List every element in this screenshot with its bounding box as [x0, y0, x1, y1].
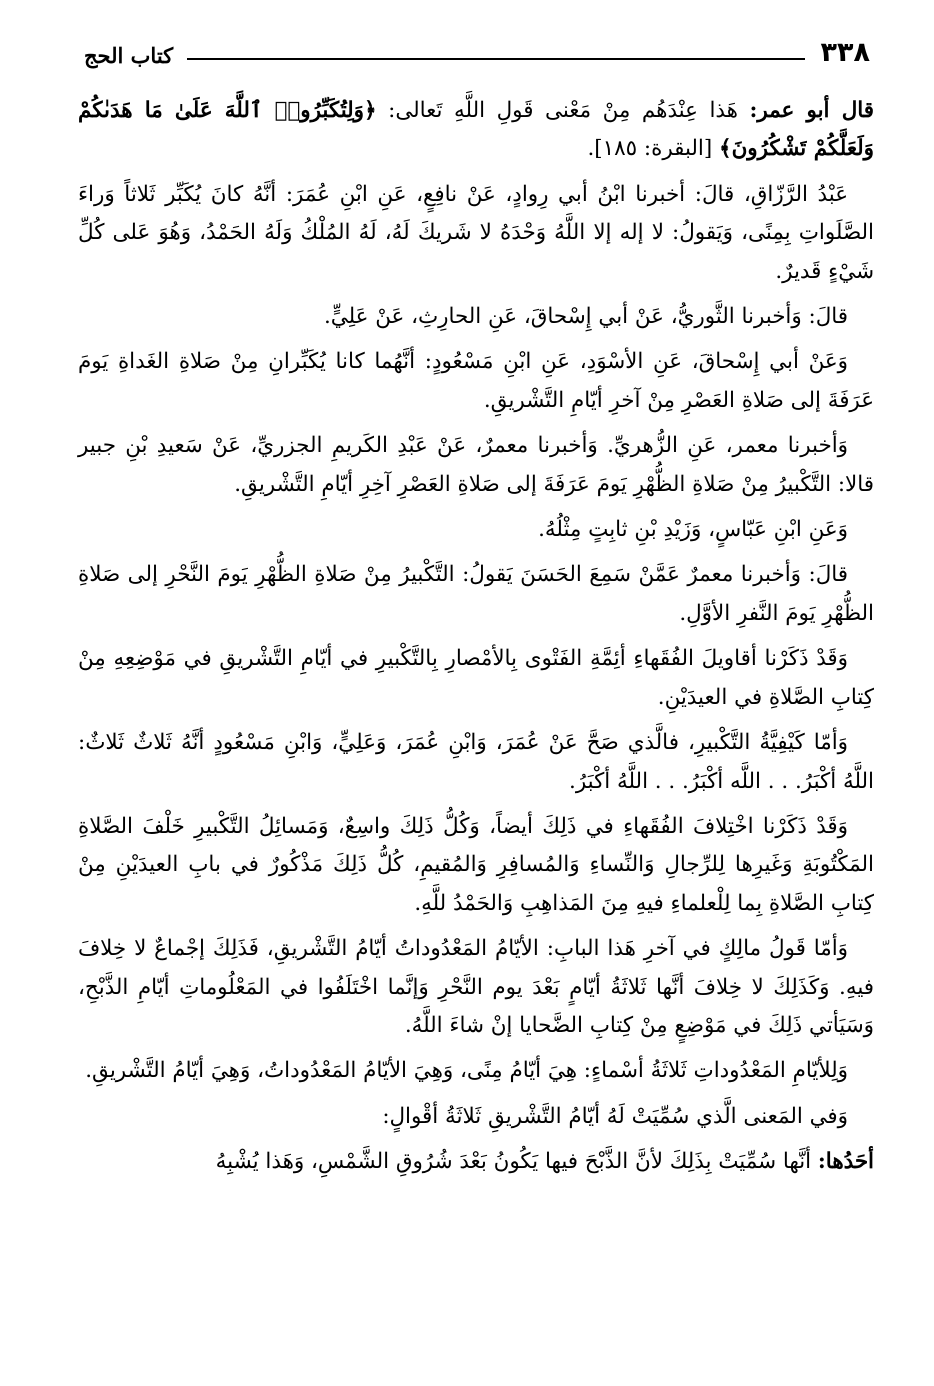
running-head: كتاب الحج	[84, 43, 174, 68]
body-text	[78, 92, 874, 1189]
paragraph-text: أنَّها سُمِّيَتْ بِذَلِكَ لأنَّ الذَّبْحَ فيها يَكُونُ بَعْدَ شُرُوقِ الشَّمْسِ، وَهَذا يُشْبِهُ	[215, 1149, 818, 1175]
page-number: ٣٣٨	[820, 37, 870, 68]
paragraph: وَعَنِ ابْنِ عَبّاسٍ، وَزَيْدِ بْنِ ثابِتٍ مِثْلُهُ.	[538, 517, 848, 543]
paragraph-lead: أحَدُها:	[817, 1149, 874, 1175]
header-rule	[187, 58, 804, 60]
paragraph: وَقَدْ ذَكَرْنا اخْتِلافَ الفُقَهاءِ في ذَلِكَ أيضاً، وَكُلُّ ذَلِكَ واسِعٌ، وَمَسائِلُ التَّكْبيرِ خَلْفَ الصَّلاةِ المَكْتُوبَةِ وَغَيرِها لِلرِّجالِ وَالنِّساءِ وَالمُسافِرِ وَالمُقيمِ، كُلُّ ذَلِكَ مَذْكُورٌ في بابِ العيدَيْنِ مِنْ كِتابِ الصَّلاةِ بِما لِلْعلماءِ فيهِ مِنَ المَذاهِبِ وَالحَمْدُ للَّهِ.	[78, 813, 874, 916]
paragraph: وَقَدْ ذَكَرْنا أقاويلَ الفُقَهاءِ أئِمَّةِ الفَتْوى بِالأمْصارِ بِالتَّكْبيرِ في أيّامِ التَّشْريقِ في مَوْضِعِهِ مِنْ كِتابِ الصَّلاةِ في العيدَيْنِ.	[78, 646, 874, 710]
paragraph: وَأمّا قَولُ مالِكٍ في آخرِ هَذا البابِ: الأيّامُ المَعْدُوداتُ أيّامُ التَّشْريقِ، فَذَلِكَ إجْماعٌ لا خِلافَ فيهِ. وَكَذَلِكَ لا خِلافَ أنَّها ثَلاثَةُ أيّامٍ بَعْدَ يوم النَّحْرِ وَإنَّما اخْتَلَفُوا في المَعْلُوماتِ أيّامِ الذَّبْحِ، وَسَيَأتي ذَلِكَ في مَوْضِعٍ مِنْ كِتابِ الضَّحايا إنْ شاءَ اللَّهُ.	[78, 936, 874, 1038]
paragraph: عَبْدُ الرَّزّاقِ، قالَ: أخبرنا ابْنُ أبي رِوادٍ، عَنْ نافِعٍ، عَنِ ابْنِ عُمَرَ: أنَّهُ كانَ يُكَبِّر ثَلاثاً وَراءَ الصَّلَواتِ بِمِنًى، وَيَقولُ: لا إله إلا اللَّهُ وَحْدَهُ لا شَريكَ لَهُ، لَهُ المُلْكُ وَلَهُ الحَمْدُ، وَهُوَ عَلى كُلِّ شَيْءٍ قَديرٌ.	[78, 181, 874, 284]
paragraph: وَعَنْ أبي إِسْحاقَ، عَنِ الأسْوَدِ، عَنِ ابْنِ مَسْعُودٍ: أنَّهُما كانا يُكَبِّرانِ مِنْ صَلاةِ الغَداةِ يَومَ عَرَفَةَ إلى صَلاةِ العَصْرِ مِنْ آخرِ أيّامِ التَّشْريقِ.	[78, 349, 874, 413]
paragraph: وَلِلأيّامِ المَعْدُوداتِ ثَلاثَةُ أسْماءٍ: هِيَ أيّامُ مِنًى، وَهِيَ الأيّامُ المَعْدُوداتُ، وَهِيَ أيّامُ التَّشْريقِ.	[85, 1058, 848, 1084]
paragraph: وَفي المَعنى الَّذي سُمِّيَتْ لَهُ أيّامُ التَّشْريقِ ثَلاثَةُ أقْوالٍ:	[382, 1103, 848, 1129]
paragraph-lead: قال أبو عمر:	[749, 98, 874, 123]
page-header	[84, 22, 870, 66]
paragraph: قالَ: وَأخبرنا معمرٌ عَمَّنْ سَمِعَ الحَسَنَ يَقولُ: التَّكْبيرُ مِنْ صَلاةِ الظُّهْرِ يَومَ النَّحْرِ إلى صَلاةِ الظُّهْرِ يَومَ النَّفرِ الأوَّلِ.	[78, 562, 874, 626]
paragraph: وَأخبرنا معمر، عَنِ الزُّهريِّ. وَأخبرنا معمرٌ، عَنْ عَبْدِ الكَريمِ الجزريِّ، عَنْ سَعيدِ بْنِ جبير قالا: التَّكْبيرُ مِنْ صَلاةِ الظُّهْرِ يَومَ عَرَفَةَ إلى صَلاةِ العَصْرِ آخِرِ أيّامِ التَّشْريقِ.	[78, 433, 874, 497]
paragraph: وَأمّا كَيْفِيَّةُ التَّكْبيرِ، فالَّذي صَحَّ عَنْ عُمَرَ، وَابْنِ عُمَرَ، وَعَلِيٍّ، وَابْنِ مَسْعُودٍ أنَّهُ ثَلاثٌ ثَلاثٌ: اللَّهُ أكْبَرُ. . . اللَّه أكْبَرُ. . . اللَّهُ أكْبَرُ.	[78, 730, 874, 794]
paragraph	[78, 92, 874, 169]
paragraph: قالَ: وَأخبرنا الثَّوريُّ، عَنْ أبي إِسْحاقَ، عَنِ الحارِثِ، عَنْ عَلِيٍّ.	[323, 304, 848, 330]
quran-verse: ﴿وَلِتُكَبِّرُوا۟ ٱللَّهَ عَلَىٰ مَا هَدَىٰكُمْ وَلَعَلَّكُمْ تَشْكُرُونَ﴾	[78, 98, 874, 162]
verse-reference: [البقرة: ١٨٥].	[587, 136, 720, 162]
paragraph	[78, 1143, 874, 1181]
paragraph-text: هَذا عِنْدَهُم مِنْ مَعْنى قَولِ اللَّهِ تَعالى:	[376, 98, 750, 123]
